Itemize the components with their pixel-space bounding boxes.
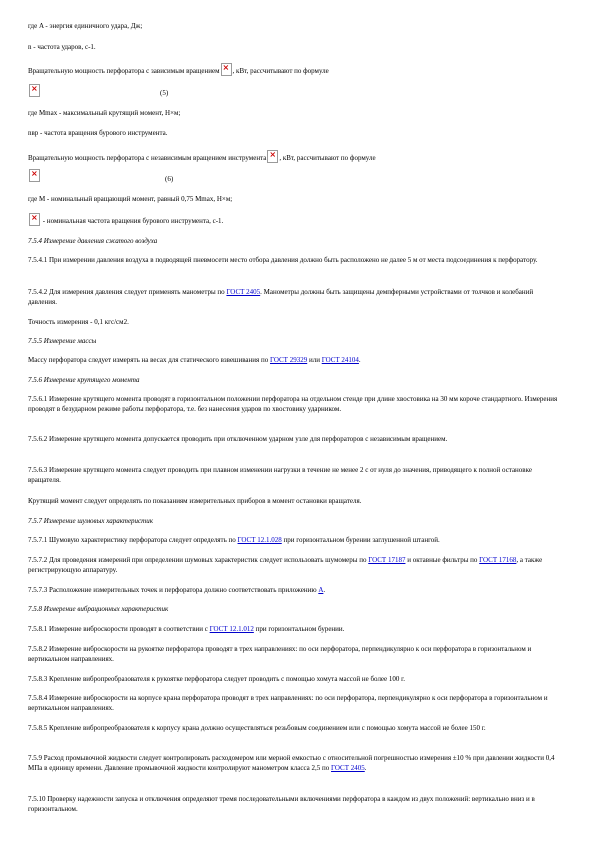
broken-image-icon — [221, 63, 232, 76]
paragraph-accuracy: Точность измерения - 0,1 кгс/см2. — [28, 318, 129, 326]
text: Массу перфоратора следует измерять на весах для статического взвешивания по — [28, 356, 270, 364]
equation-number-5: (5) — [160, 89, 169, 97]
formula-5-image — [28, 84, 41, 97]
text: 7.5.4.2 Для измерения давления следует применять манометры по — [28, 288, 227, 296]
paragraph-7-5-9 — [28, 753, 563, 773]
link-gost-29329[interactable]: ГОСТ 29329 — [269, 356, 308, 364]
text: Вращательную мощность перфоратора с независимым вращением инструмента — [28, 154, 267, 162]
paragraph-7-5-8-3: 7.5.8.3 Крепление вибропреобразователя к рукоятке перфоратора следует проводить с помощью хомута массой не более 100 г. — [28, 675, 405, 683]
text: . — [323, 586, 326, 594]
paragraph-7-5-7-1 — [28, 535, 563, 545]
link-gost-12-1-028[interactable]: ГОСТ 12.1.028 — [237, 536, 282, 544]
text: 7.5.7.1 Шумовую характеристику перфоратора следует определять по — [28, 536, 238, 544]
formula-6-image — [28, 169, 41, 182]
heading-7-5-4: 7.5.4 Измерение давления сжатого воздуха — [28, 237, 158, 245]
paragraph-power-independent — [28, 150, 563, 163]
paragraph-7-5-4-1: 7.5.4.1 При измерении давления воздуха в подводящей пневмосети место отбора давления должно быть расположено не далее 5 м от места подсоединения к перфоратору. — [28, 256, 538, 264]
text: , кВт, рассчитывают по формуле — [232, 67, 329, 75]
paragraph-n-definition: n - частота ударов, с-1. — [28, 43, 96, 51]
link-gost-24104[interactable]: ГОСТ 24104 — [321, 356, 359, 364]
broken-image-icon — [267, 150, 278, 163]
paragraph-torque: Крутящий момент следует определять по показаниям измерительных приборов в момент остановки вращателя. — [28, 497, 362, 505]
text: . — [358, 356, 361, 364]
paragraph-7-5-6-2: 7.5.6.2 Измерение крутящего момента допускается проводить при отключенном ударном узле для перфораторов с независимым вращением. — [28, 435, 448, 443]
link-appendix-a[interactable]: А — [318, 586, 324, 594]
heading-7-5-6: 7.5.6 Измерение крутящего момента — [28, 376, 140, 384]
link-gost-17187[interactable]: ГОСТ 17187 — [368, 556, 406, 564]
paragraph-7-5-7-2 — [28, 555, 563, 575]
paragraph-7-5-6-3: 7.5.6.3 Измерение крутящего момента следует проводить при плавном изменении нагрузки в течение не менее 2 с от нуля до значения, приводящего к полной остановке вращателя. — [28, 466, 532, 484]
text: - номинальная частота вращения бурового инструмента, с-1. — [42, 217, 224, 225]
text: при горизонтальном бурении заглушенной штангой. — [281, 536, 440, 544]
text: и октавные фильтры по — [405, 556, 480, 564]
paragraph-7-5-8-2: 7.5.8.2 Измерение виброскорости на рукоятке перфоратора проводят в трех направлениях: по оси перфоратора, перпендикулярно к оси перфоратора в горизонтальном и вертикальном направлениях. — [28, 645, 532, 663]
equation-number-6: (6) — [165, 175, 174, 183]
heading-7-5-7: 7.5.7 Измерение шумовых характеристик — [28, 517, 153, 525]
paragraph-mmax-definition: где Mmax - максимальный крутящий момент, Н×м; — [28, 109, 181, 117]
paragraph-7-5-8-5: 7.5.8.5 Крепление вибропреобразователя к корпусу крана должно осуществляться резьбовым соединением или с помощью хомута массой не более 150 г. — [28, 724, 486, 732]
text: 7.5.9 Расход промывочной жидкости следует контролировать расходомером или мерной емкостью с относительной погрешностью измерения ±10 % при давлении жидкости 0,4 МПа в единицу времени. Давление промывочной жидкости контролируют манометром класса 2,5 по — [28, 754, 555, 772]
broken-image-icon — [29, 169, 40, 182]
text: . — [364, 764, 367, 772]
link-gost-12-1-012[interactable]: ГОСТ 12.1.012 — [209, 625, 254, 633]
text: 7.5.7.2 Для проведения измерений при определении шумовых характеристик следует использовать шумомеры по — [28, 556, 369, 564]
paragraph-m-definition: где M - номинальный вращающий момент, равный 0,75 Mmax, Н×м; — [28, 195, 233, 203]
paragraph-nominal-frequency — [28, 213, 563, 226]
heading-7-5-8: 7.5.8 Измерение вибрационных характеристик — [28, 605, 169, 613]
text: или — [307, 356, 322, 364]
paragraph-7-5-10: 7.5.10 Проверку надежности запуска и отключения определяют тремя последовательными включениями перфоратора в каждом из двух положений: вертикально вниз и в горизонтальном. — [28, 795, 535, 813]
text: Вращательную мощность перфоратора с зависимым вращением — [28, 67, 220, 75]
text: 7.5.8.1 Измерение виброскорости проводят в соответствии с — [28, 625, 210, 633]
text: . Манометры должны быть защищены демпферными устройствами от толчков и колебаний давления. — [28, 288, 534, 306]
heading-7-5-5: 7.5.5 Измерение массы — [28, 337, 97, 345]
paragraph-power-dependent — [28, 63, 563, 76]
text: при горизонтальном бурении. — [253, 625, 345, 633]
paragraph-7-5-8-4: 7.5.8.4 Измерение виброскорости на корпусе крана перфоратора проводят в трех направлениях: по оси перфоратора, перпендикулярно к оси перфоратора в горизонтальном и вертикальном направлениях. — [28, 694, 548, 712]
link-gost-17168[interactable]: ГОСТ 17168 — [479, 556, 517, 564]
broken-image-icon — [29, 84, 40, 97]
paragraph-7-5-8-1 — [28, 624, 563, 634]
link-gost-2405[interactable]: ГОСТ 2405 — [226, 288, 261, 296]
text: , а также регистрирующую аппаратуру. — [28, 556, 543, 574]
paragraph-mass — [28, 355, 563, 365]
broken-image-icon — [29, 213, 40, 226]
text: 7.5.7.3 Расположение измерительных точек и перфоратора должно соответствовать приложению — [28, 586, 319, 594]
link-gost-2405[interactable]: ГОСТ 2405 — [331, 764, 365, 772]
paragraph-7-5-4-2 — [28, 287, 563, 307]
paragraph-7-5-7-3 — [28, 585, 563, 595]
paragraph-nvr-definition: nвр - частота вращения бурового инструмента. — [28, 129, 168, 137]
paragraph-7-5-6-1: 7.5.6.1 Измерение крутящего момента проводят в горизонтальном положении перфоратора на отдельном стенде при длине хвостовика на 30 мм короче стандартного. Измерения проводят в безударном режиме работы перфоратора, т.е. без нанесения ударов по хвостовику ударником. — [28, 395, 558, 413]
paragraph-a-definition: где A - энергия единичного удара, Дж; — [28, 22, 143, 30]
text: , кВт, рассчитывают по формуле — [279, 154, 376, 162]
